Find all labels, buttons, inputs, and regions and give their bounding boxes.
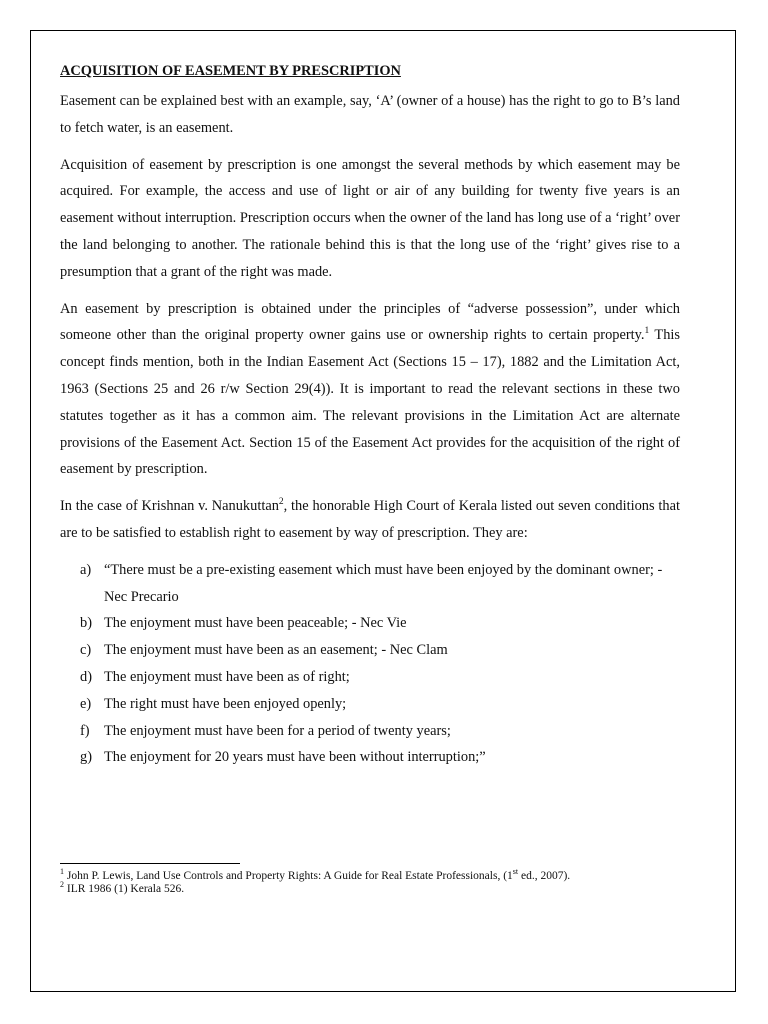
condition-text: The enjoyment must have been for a period of twenty years; <box>104 722 451 739</box>
condition-text: The enjoyment must have been as an easement; - Nec Clam <box>104 642 448 659</box>
list-marker: c) <box>80 642 92 659</box>
footnote-number: 2 <box>60 880 64 890</box>
paragraph-3-part-b: This concept finds mention, both in the Indian Easement Act (Sections 15 – 17), 1882 and the Limitation Act, 1963 (Sections 25 and 26 r/w Section 29(4)). It is important to read the relevant sections in these two statutes together as it has a common aim. The relevant provisions in the Limitation Act are alternate provisions of the Easement Act. Section 15 of the Easement Act provides for the acquisition of the right of easement by prescription. <box>60 327 681 478</box>
paragraph-1: Easement can be explained best with an example, say, ‘A’ (owner of a house) has the right to go to B’s land to fetch water, is an easement. <box>60 93 680 136</box>
paragraph-4-part-b: , the honorable High Court of Kerala listed out seven conditions that are to be satisfied to establish right to easement by way of prescription. They are: <box>60 498 680 541</box>
footnote-ref-2[interactable]: 2 <box>278 497 284 508</box>
footnote-ref-1[interactable]: 1 <box>644 326 650 337</box>
footnote-text-end: ed., 2007). <box>518 870 571 882</box>
list-marker: e) <box>80 695 92 712</box>
footnote-separator <box>60 863 240 864</box>
condition-item-a <box>60 557 680 611</box>
footnotes-section <box>60 863 660 896</box>
paragraph-3-part-a: An easement by prescription is obtained under the principles of “adverse possession”, under which someone other than the original property owner gains use or ownership rights to certain property. <box>60 300 680 344</box>
paragraph-2: Acquisition of easement by prescription is one amongst the several methods by which easement may be acquired. For example, the access and use of light or air of any building for twenty five years is an easement without interruption. Prescription occurs when the owner of the land has long use of a ‘right’ over the land belonging to another. The rationale behind this is that the long use of the ‘right’ gives rise to a presumption that a grant of the right was made. <box>60 156 680 280</box>
list-marker: d) <box>80 668 92 685</box>
condition-item-f <box>60 718 680 745</box>
footnote-ordinal: st <box>512 867 519 877</box>
condition-text: The enjoyment for 20 years must have been without interruption;” <box>104 749 486 766</box>
paragraph-4 <box>60 493 680 547</box>
paragraph-3 <box>60 296 680 484</box>
list-marker: b) <box>80 615 92 632</box>
footnote-text: ILR 1986 (1) Kerala 526. <box>64 883 185 895</box>
condition-item-b <box>60 610 680 637</box>
document-title: ACQUISITION OF EASEMENT BY PRESCRIPTION <box>60 63 401 79</box>
condition-text: The enjoyment must have been peaceable; - Nec Vie <box>104 615 407 632</box>
condition-item-e <box>60 691 680 718</box>
condition-item-g <box>60 744 680 771</box>
list-marker: a) <box>80 561 92 578</box>
condition-item-d <box>60 664 680 691</box>
footnote-2 <box>60 880 660 896</box>
condition-item-c <box>60 637 680 664</box>
list-marker: g) <box>80 749 92 766</box>
list-marker: f) <box>80 722 90 739</box>
condition-text: “There must be a pre-existing easement which must have been enjoyed by the dominant owner; - Nec Precario <box>104 561 663 605</box>
footnote-1 <box>60 867 660 883</box>
footnote-text: John P. Lewis, Land Use Controls and Property Rights: A Guide for Real Estate Professionals, (1 <box>64 870 513 882</box>
condition-text: The right must have been enjoyed openly; <box>104 695 347 712</box>
paragraph-4-part-a: In the case of Krishnan v. Nanukuttan <box>60 498 279 515</box>
document-body <box>60 62 680 771</box>
condition-text: The enjoyment must have been as of right; <box>104 668 350 685</box>
conditions-list <box>60 557 680 771</box>
footnote-number: 1 <box>60 867 64 877</box>
